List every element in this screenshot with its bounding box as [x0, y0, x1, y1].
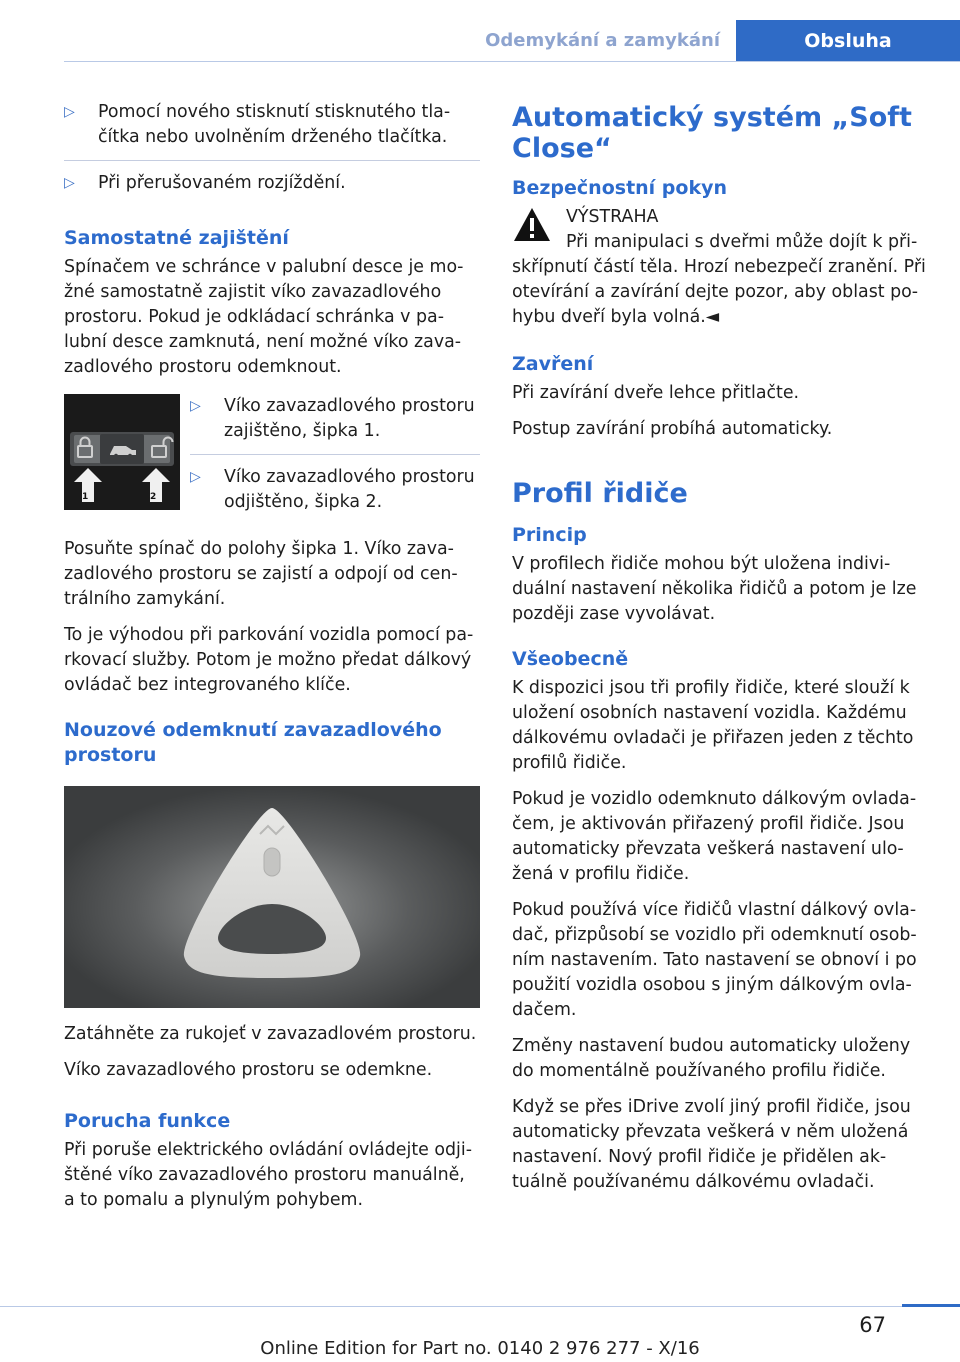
page-number: 67: [859, 1313, 886, 1337]
paragraph: To je výhodou při parkování vozidla pomocí parkovací služby. Potom je možno předat dálkový ovládač bez integrovaného klíče.: [64, 625, 474, 695]
paragraph: Při zavírání dveře lehce přitlačte.: [512, 383, 800, 403]
heading-vseobecne: Všeobecně: [512, 648, 629, 670]
paragraph: Změny nastavení budou automaticky uloženy do momentálně používaného profilu řidiče.: [512, 1036, 911, 1081]
warning-triangle-icon: [512, 205, 552, 245]
paragraph: V profilech řidiče mohou být uložena individuální nastavení několika řidičů a potom je lze později zase vyvolávat.: [512, 554, 917, 624]
header-chapter-tab: Obsluha: [736, 20, 960, 62]
heading-bezpecnostni-pokyn: Bezpečnostní pokyn: [512, 177, 728, 199]
paragraph: Pokud je vozidlo odemknuto dálkovým ovladačem, je aktivován přiřazený profil řidiče. Jsou automaticky převzata veškerá nastavení uložená v profilu řidiče.: [512, 789, 917, 884]
switch-figure-row: [64, 394, 480, 525]
handle-illustration: [64, 786, 480, 1008]
bullet-list-1: [64, 100, 480, 206]
warning-text: Při manipulaci s dveřmi může dojít k přiskřípnutí částí těla. Hrozí nebezpečí zranění. Při otevírání a zavírání dejte pozor, aby oblast pohybu dveří byla volná.◄: [512, 232, 926, 327]
header-section-title: Odemykání a zamykání: [485, 30, 720, 51]
heading-profil-ridice: Profil řidiče: [512, 478, 688, 509]
page-header: [0, 0, 960, 62]
heading-princip: Princip: [512, 524, 587, 546]
triangle-bullet-icon: ▷: [190, 398, 201, 414]
heading-nouzove: Nouzové odemknutí zavazadlového prostoru: [64, 719, 442, 766]
switch-illustration: [64, 394, 180, 510]
paragraph: Víko zavazadlového prostoru se odemkne.: [64, 1060, 433, 1080]
emergency-release-handle-image: [64, 786, 480, 1008]
warning-block: [512, 205, 928, 230]
right-column: [512, 100, 928, 1206]
footer-divider: [0, 1306, 960, 1307]
paragraph: Postup zavírání probíhá automaticky.: [512, 419, 833, 439]
arrow-1-label: 1: [82, 492, 89, 502]
list-item: ▷ Pomocí nového stisknutí stisknutého tlačítka nebo uvolněním drženého tlačítka.: [64, 100, 480, 161]
left-column: [64, 100, 480, 1224]
trunk-lock-switch-image: [64, 394, 180, 510]
triangle-bullet-icon: ▷: [64, 104, 75, 120]
heading-zavreni: Zavření: [512, 353, 594, 375]
footer-accent-bar: [902, 1304, 960, 1307]
list-item: ▷ Víko zavazadlového prostoru odjištěno, šipka 2.: [190, 467, 475, 512]
header-divider: [64, 61, 960, 62]
paragraph: Zatáhněte za rukojeť v zavazadlovém prostoru.: [64, 1024, 477, 1044]
paragraph: Při poruše elektrického ovládání ovládejte odjištěné víko zavazadlového prostoru manuálně, a to pomalu a plynulým pohybem.: [64, 1140, 472, 1210]
heading-porucha: Porucha funkce: [64, 1110, 231, 1132]
figure-caption-list: [190, 394, 480, 525]
paragraph: K dispozici jsou tři profily řidiče, které slouží k uložení osobních nastavení vozidla. Každému dálkovému ovladači je přiřazen jeden z těchto profilů řidiče.: [512, 678, 914, 773]
list-item: ▷ Víko zavazadlového prostoru zajištěno, šipka 1.: [190, 394, 480, 455]
paragraph: Když se přes iDrive zvolí jiný profil řidiče, jsou automaticky převzata veškerá v něm uložená nastavení. Nový profil řidiče je přidělen aktuálně používanému dálkovému ovladači.: [512, 1097, 911, 1192]
warning-title: VÝSTRAHA: [566, 207, 659, 227]
paragraph: Posuňte spínač do polohy šipka 1. Víko zavazadlového prostoru se zajistí a odpojí od centrálního zamykání.: [64, 539, 458, 609]
triangle-bullet-icon: ▷: [190, 469, 201, 485]
heading-soft-close: Automatický systém „Soft Close“: [512, 102, 912, 164]
footer-edition-text: Online Edition for Part no. 0140 2 976 277 - X/16: [260, 1338, 700, 1359]
paragraph: Spínačem ve schránce v palubní desce je možné samostatně zajistit víko zavazadlového prostoru. Pokud je odkládací schránka v palubní desce zamknutá, není možné víko zavazadlového prostoru odemknout.: [64, 257, 464, 377]
list-item: ▷ Při přerušovaném rozjíždění.: [64, 171, 480, 206]
arrow-2-label: 2: [150, 492, 157, 502]
heading-samostatne: Samostatné zajištění: [64, 227, 289, 249]
triangle-bullet-icon: ▷: [64, 175, 75, 191]
paragraph: Pokud používá více řidičů vlastní dálkový ovladač, přizpůsobí se vozidlo při odemknutí osobním nastavením. Tato nastavení se obnoví i po použití vozidla osobou s jiným dálkovým ovladačem.: [512, 900, 917, 1020]
